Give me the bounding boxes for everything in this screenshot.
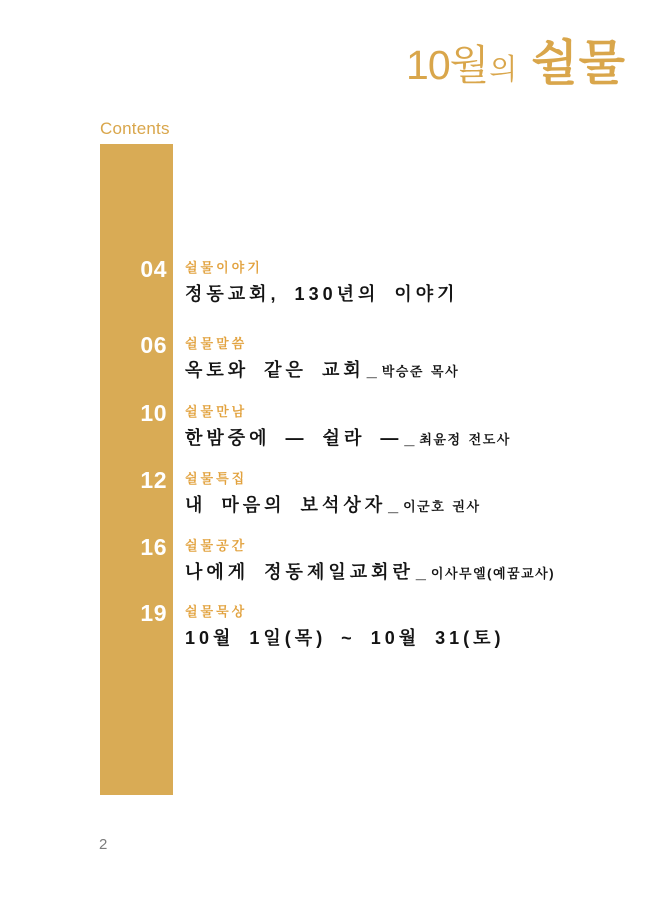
entry-page-number: 10 [140,400,167,426]
entry-title-text: 나에게 정동제일교회란 [185,562,414,582]
entry-title [185,360,640,382]
entry-title [185,284,640,304]
entry-separator: _ [388,495,399,515]
entry-text-block [185,471,640,517]
toc-entry [100,601,640,648]
entry-text-block [185,538,640,584]
entry-separator: _ [404,428,415,448]
title-particle: 의 [489,54,518,86]
entry-author: 박승준 목사 [381,364,460,379]
entry-title [185,428,640,450]
title-name: 쉴물 [531,37,626,90]
entry-title [185,495,640,517]
entry-category: 쉴물묵상 [185,604,248,619]
toc-entry [100,401,640,450]
toc-entry [100,468,640,517]
entry-title-text: 10월 1일(목) ~ 10월 31(토) [185,628,505,648]
entry-category: 쉴물말씀 [185,336,248,351]
entry-category: 쉴물이야기 [185,260,263,275]
entry-text-block [185,404,640,450]
entry-category: 쉴물만남 [185,404,248,419]
entry-title [185,562,640,584]
entry-title-text: 정동교회, 130년의 이야기 [185,284,459,304]
contents-label: Contents [100,119,170,138]
entry-title-text: 내 마음의 보석상자 [185,495,387,515]
magazine-title [406,37,626,90]
entry-text-block [185,336,640,382]
entry-category: 쉴물공간 [185,538,248,553]
toc-entry [100,535,640,584]
entry-text-block [185,604,640,648]
entry-author: 이군호 권사 [403,499,481,514]
entry-title-text: 옥토와 같은 교회 [185,360,365,380]
entry-author: 최윤정 전도사 [419,432,511,447]
entry-separator: _ [415,562,426,582]
entry-title-text: 한밤중에 — 쉴라 — [185,428,403,448]
toc-entry [100,333,640,382]
title-month: 10월 [406,42,489,88]
entry-page-number: 06 [140,332,167,358]
entry-title [185,628,640,648]
entry-page-number: 19 [140,600,167,626]
entry-category: 쉴물특집 [185,471,248,486]
entry-page-number: 16 [140,534,167,560]
entry-page-number: 04 [140,256,167,282]
toc-entry [100,257,640,304]
page-number: 2 [99,836,108,853]
entry-page-number: 12 [140,467,167,493]
entry-text-block [185,260,640,304]
entry-separator: _ [366,360,377,380]
entry-author: 이사무엘(예꿈교사) [430,566,556,581]
